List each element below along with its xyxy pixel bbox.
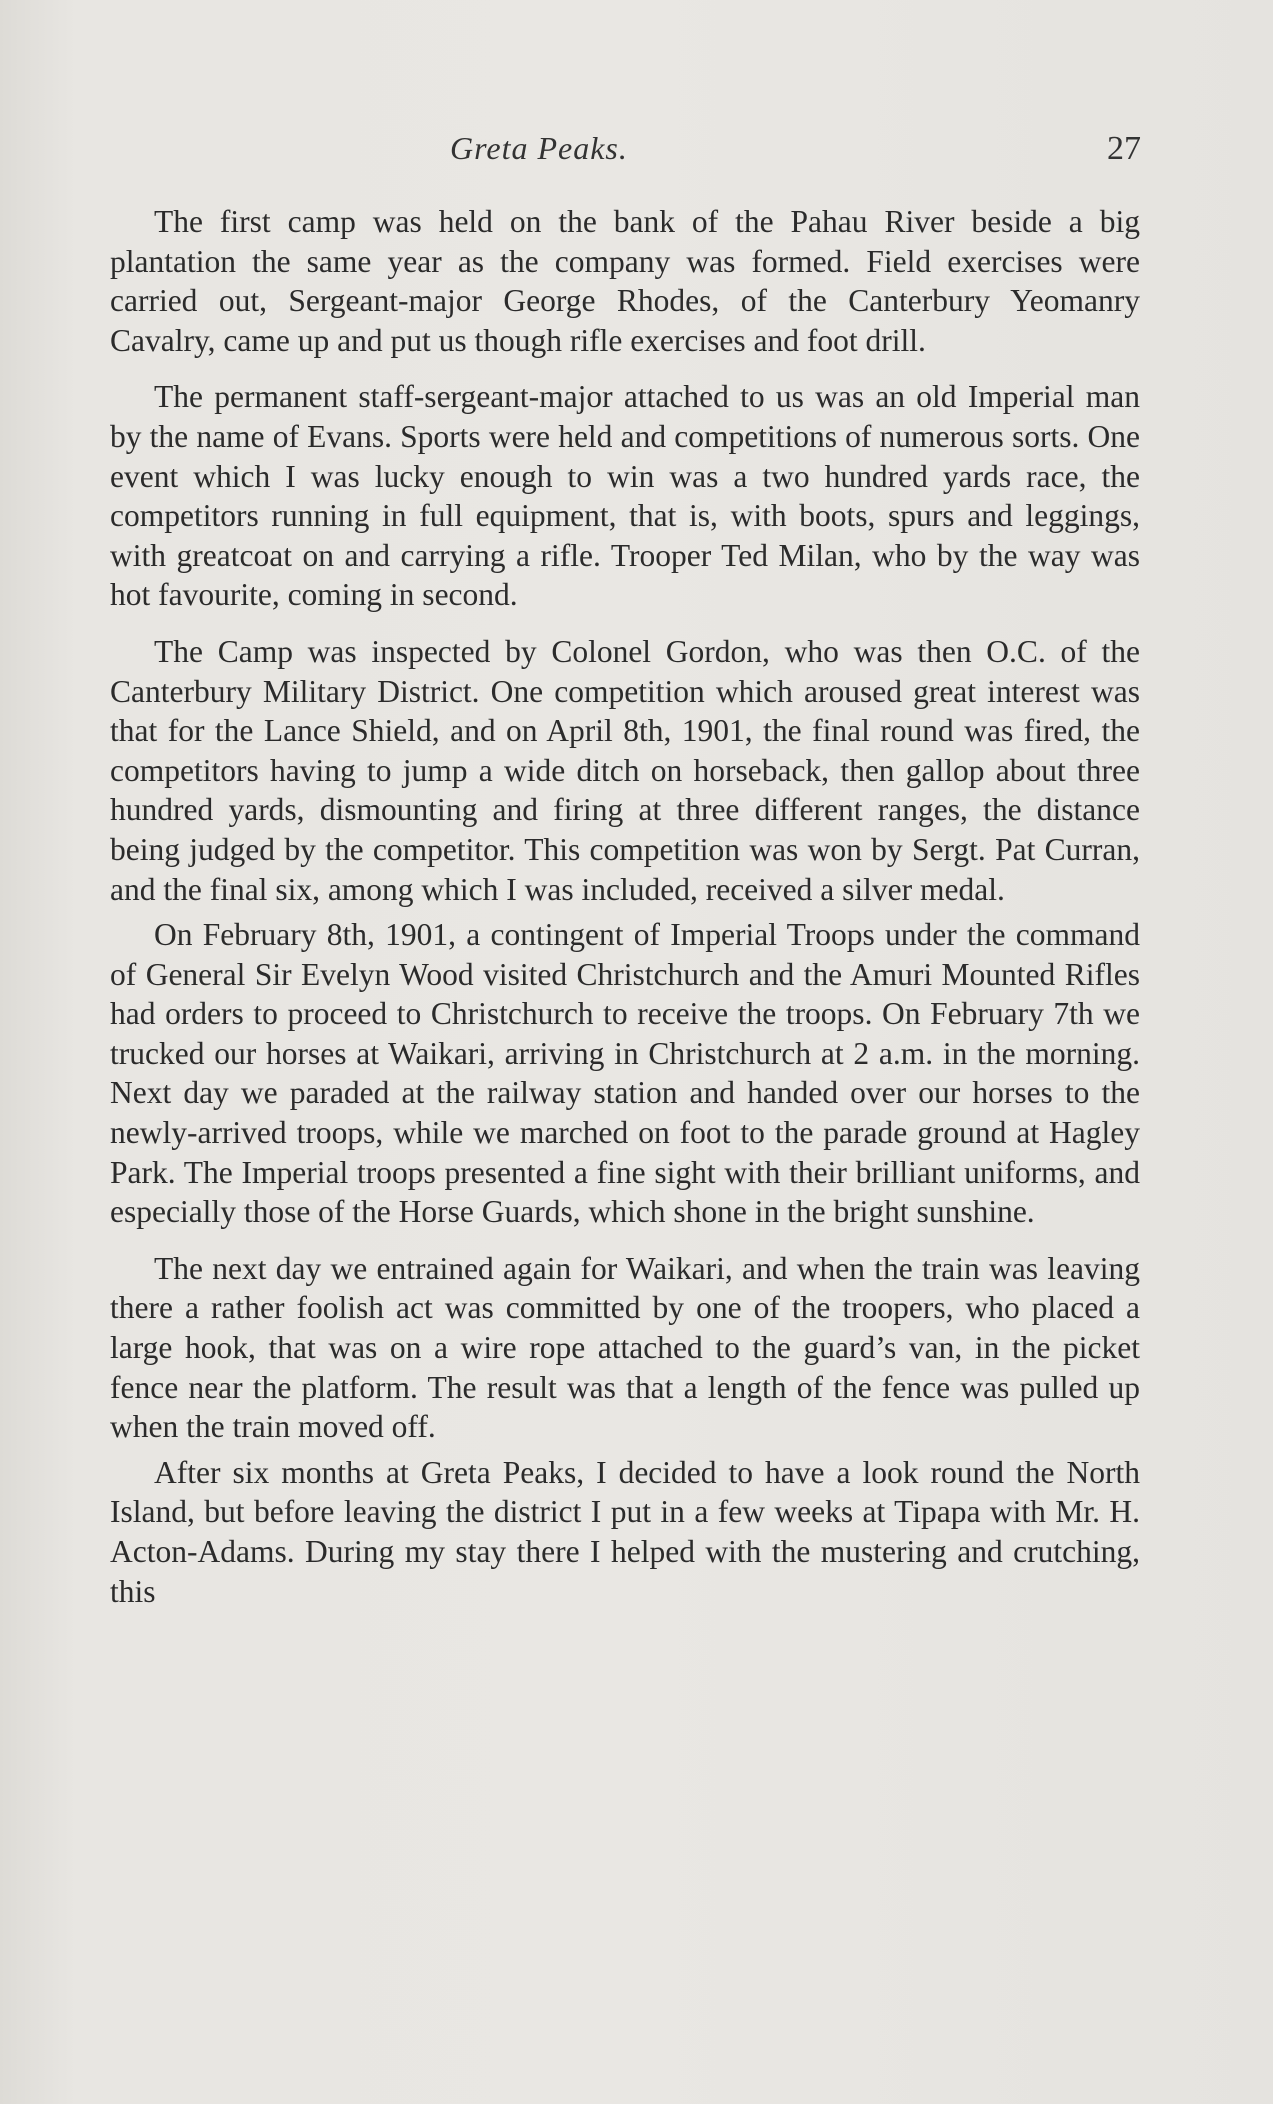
paragraph: On February 8th, 1901, a contingent of Imperial Troops under the command of General Sir Evelyn Wood visited Christchurch and the Amuri Mounted Rifles had orders to proceed to Christchurch to receive the troops. On February 7th we trucked our horses at Waikari, arriving in Christchurch at 2 a.m. in the morning. Next day we paraded at the railway station and handed over our horses to the newly-arrived troops, while we marched on foot to the parade ground at Hagley Park. The Imperial troops presented a fine sight with their brilliant uniforms, and especially those of the Horse Guards, which shone in the bright sunshine.: [110, 917, 1140, 1230]
paragraph: The permanent staff-sergeant-major attached to us was an old Imperial man by the name of Evans. Sports were held and competitions of numerous sorts. One event which I was lucky enough to win was a two hundred yards race, the competitors running in full equipment, that is, with boots, spurs and leggings, with greatcoat on and carrying a rifle. Trooper Ted Milan, who by the way was hot favourite, coming in second.: [110, 379, 1140, 613]
paragraph: The next day we entrained again for Waikari, and when the train was leaving there a rather foolish act was committed by one of the troopers, who placed a large hook, that was on a wire rope attached to the guard’s van, in the picket fence near the platform. The result was that a length of the fence was pulled up when the train moved off.: [110, 1250, 1140, 1445]
paragraph: The Camp was inspected by Colonel Gordon, who was then O.C. of the Canterbury Military District. One competition which aroused great interest was that for the Lance Shield, and on April 8th, 1901, the final round was fired, the competitors having to jump a wide ditch on horseback, then gallop about three hundred yards, dismounting and firing at three different ranges, the distance being judged by the competitor. This competition was won by Sergt. Pat Curran, and the final six, among which I was included, received a silver medal.: [110, 633, 1140, 907]
paragraph: After six months at Greta Peaks, I decided to have a look round the North Island, but before leaving the district I put in a few weeks at Tipapa with Mr. H. Acton-Adams. During my stay there I helped with the mustering and crutching, this: [110, 1454, 1140, 1609]
body-text: [110, 202, 1140, 1628]
running-head: Greta Peaks.: [450, 130, 628, 166]
page-number: 27: [1107, 130, 1141, 167]
paragraph: The first camp was held on the bank of the Pahau River beside a big plantation the same year as the company was formed. Field exercises were carried out, Sergeant-major George Rhodes, of the Canterbury Yeomanry Cavalry, came up and put us though rifle exercises and foot drill.: [110, 204, 1140, 358]
